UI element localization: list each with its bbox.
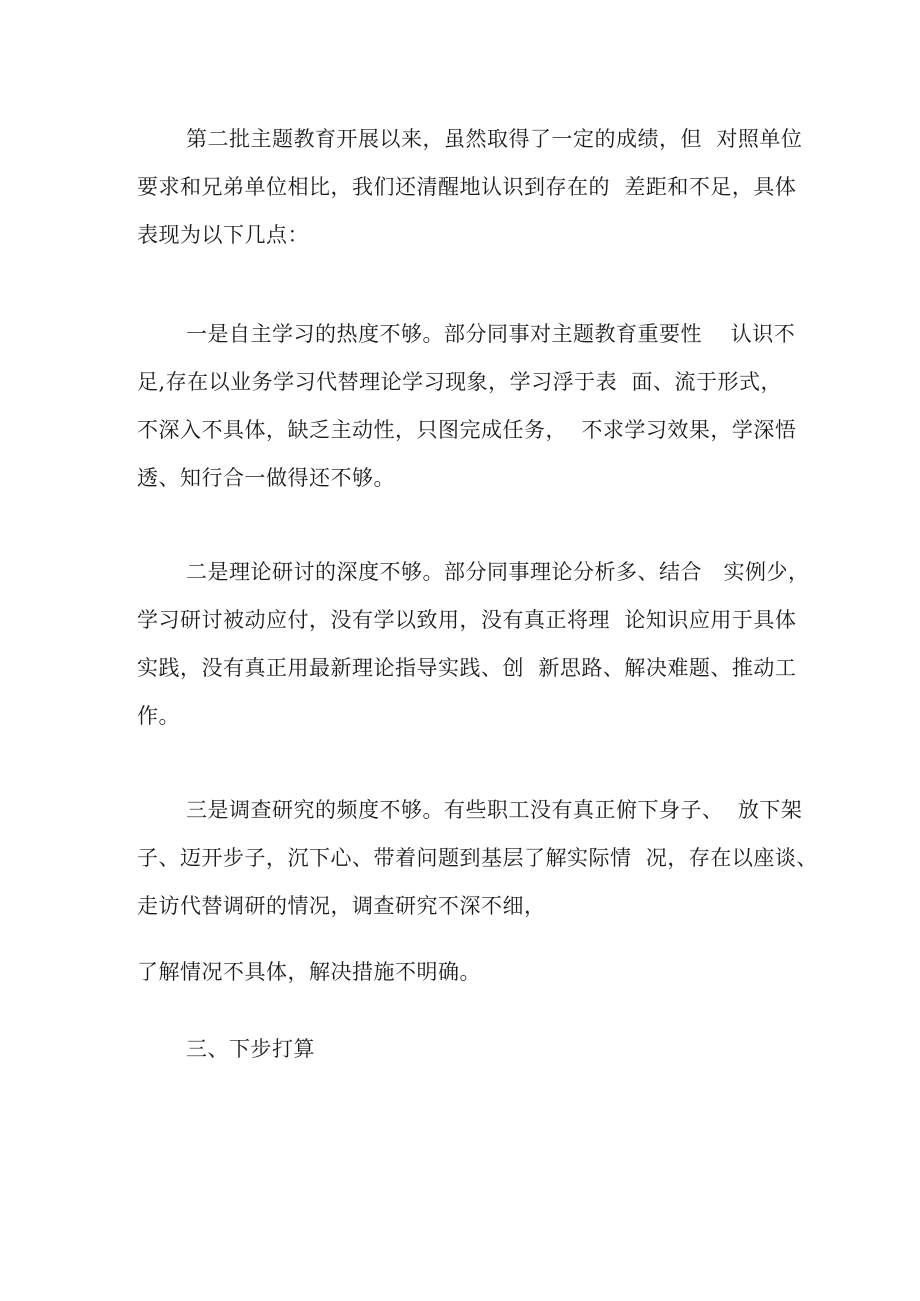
paragraph-5-line-1: 了解情况不具体，解决措施不明确。: [137, 960, 481, 984]
paragraph-4-line-3: 走访代替调研的情况，调查研究不深不细，: [137, 894, 546, 918]
paragraph-3-line-3: 实践，没有真正用最新理论指导实践、创 新思路、解决难题、推动工: [137, 656, 797, 680]
paragraph-2-line-1: 一是自主学习的热度不够。部分同事对主题教育重要性 认识不: [186, 322, 796, 346]
paragraph-1-line-3: 表现为以下几点：: [137, 223, 309, 247]
paragraph-3-line-1: 二是理论研讨的深度不够。部分同事理论分析多、结合 实例少，: [186, 560, 810, 584]
paragraph-2-line-2: 足,存在以业务学习代替理论学习现象，学习浮于表 面、流于形式，: [137, 370, 783, 394]
paragraph-4-line-1: 三是调查研究的频度不够。有些职工没有真正俯下身子、 放下架: [186, 798, 803, 822]
paragraph-2-line-3: 不深入不具体，缺乏主动性，只图完成任务， 不求学习效果，学深悟: [137, 418, 797, 442]
paragraph-3-line-4: 作。: [137, 704, 180, 728]
paragraph-1-line-2: 要求和兄弟单位相比，我们还清醒地认识到存在的 差距和不足，具体: [137, 175, 797, 199]
section-heading: 三、下步打算: [186, 1037, 315, 1061]
paragraph-3-line-2: 学习研讨被动应付，没有学以致用，没有真正将理 论知识应用于具体: [137, 608, 797, 632]
paragraph-4-line-2: 子、迈开步子，沉下心、带着问题到基层了解实际情 况，存在以座谈、: [137, 846, 818, 870]
paragraph-2-line-4: 透、知行合一做得还不够。: [137, 466, 395, 490]
paragraph-1-line-1: 第二批主题教育开展以来，虽然取得了一定的成绩，但 对照单位: [186, 127, 803, 151]
